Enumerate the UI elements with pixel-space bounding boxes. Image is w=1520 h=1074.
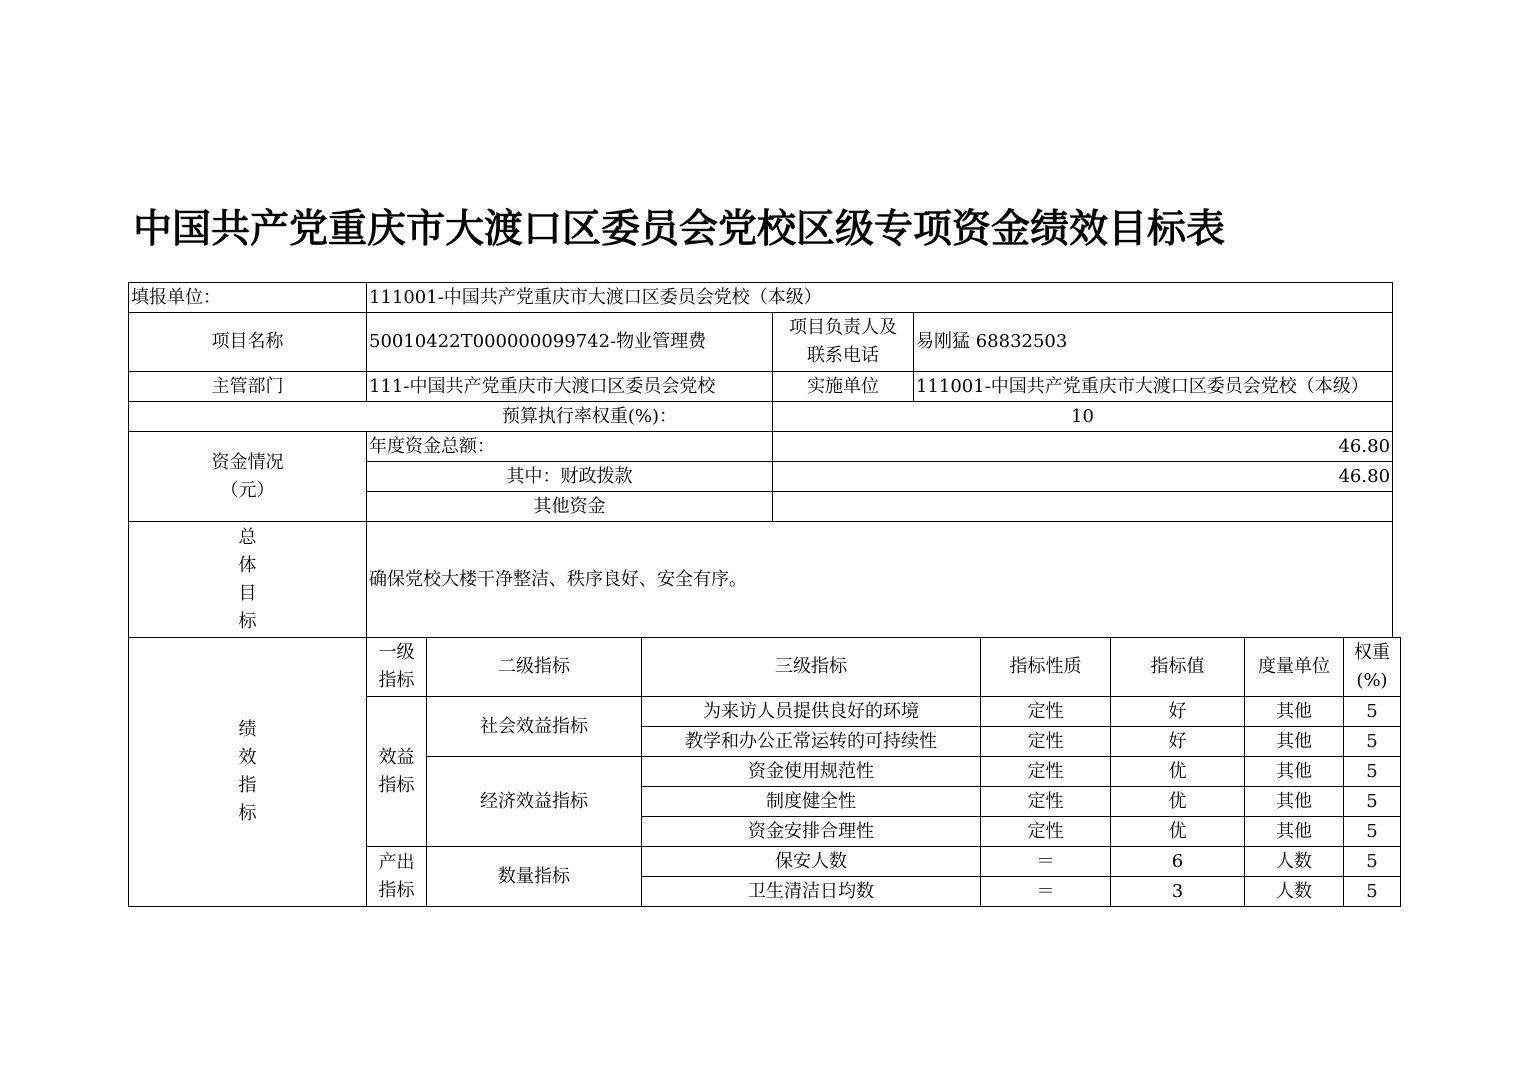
unit-cell: 人数	[1245, 847, 1344, 877]
header-level3: 三级指标	[642, 638, 981, 697]
weight-cell: 5	[1344, 757, 1401, 787]
value-cell: 优	[1111, 757, 1245, 787]
annual-total-value: 46.80	[773, 432, 1393, 462]
project-name-label: 项目名称	[129, 313, 367, 372]
dept-label: 主管部门	[129, 372, 367, 402]
weight-cell: 5	[1344, 727, 1401, 757]
performance-indicator-table	[128, 637, 1401, 907]
value-cell: 好	[1111, 697, 1245, 727]
header-unit: 度量单位	[1245, 638, 1344, 697]
nature-cell: ＝	[981, 847, 1111, 877]
level1-output: 产出 指标	[367, 847, 427, 907]
value-cell: 优	[1111, 817, 1245, 847]
level3-cell: 卫生清洁日均数	[642, 877, 981, 907]
weight-cell: 5	[1344, 877, 1401, 907]
unit-cell: 其他	[1245, 697, 1344, 727]
goal-value: 确保党校大楼干净整洁、秩序良好、安全有序。	[367, 522, 1393, 638]
impl-label: 实施单位	[773, 372, 914, 402]
nature-cell: 定性	[981, 727, 1111, 757]
level2-economic: 经济效益指标	[427, 757, 642, 847]
dept-value: 111-中国共产党重庆市大渡口区委员会党校	[367, 372, 773, 402]
unit-cell: 其他	[1245, 727, 1344, 757]
funds-label: 资金情况 （元）	[129, 432, 367, 522]
nature-cell: ＝	[981, 877, 1111, 907]
nature-cell: 定性	[981, 817, 1111, 847]
nature-cell: 定性	[981, 697, 1111, 727]
other-funds-label: 其他资金	[367, 492, 773, 522]
annual-total-label: 年度资金总额：	[367, 432, 773, 462]
project-name-value: 50010422T000000099742-物业管理费	[367, 313, 773, 372]
unit-cell: 其他	[1245, 787, 1344, 817]
level3-cell: 为来访人员提供良好的环境	[642, 697, 981, 727]
unit-cell: 其他	[1245, 817, 1344, 847]
weight-cell: 5	[1344, 787, 1401, 817]
level2-social: 社会效益指标	[427, 697, 642, 757]
goal-label: 总 体 目 标	[129, 522, 367, 638]
unit-value: 111001-中国共产党重庆市大渡口区委员会党校（本级）	[367, 283, 1393, 313]
document-title: 中国共产党重庆市大渡口区委员会党校区级专项资金绩效目标表	[133, 207, 1226, 252]
value-cell: 3	[1111, 877, 1245, 907]
header-weight: 权重 (%)	[1344, 638, 1401, 697]
perf-section-label: 绩 效 指 标	[129, 638, 367, 907]
weight-cell: 5	[1344, 847, 1401, 877]
unit-cell: 其他	[1245, 757, 1344, 787]
fiscal-value: 46.80	[773, 462, 1393, 492]
value-cell: 好	[1111, 727, 1245, 757]
level2-quantity: 数量指标	[427, 847, 642, 907]
header-level2: 二级指标	[427, 638, 642, 697]
header-nature: 指标性质	[981, 638, 1111, 697]
impl-value: 111001-中国共产党重庆市大渡口区委员会党校（本级）	[914, 372, 1393, 402]
other-funds-value	[773, 492, 1393, 522]
level3-cell: 资金使用规范性	[642, 757, 981, 787]
value-cell: 6	[1111, 847, 1245, 877]
project-info-table	[128, 282, 1393, 638]
level3-cell: 资金安排合理性	[642, 817, 981, 847]
nature-cell: 定性	[981, 757, 1111, 787]
unit-label: 填报单位：	[129, 283, 367, 313]
fiscal-label: 其中：财政拨款	[367, 462, 773, 492]
weight-cell: 5	[1344, 697, 1401, 727]
leader-label: 项目负责人及 联系电话	[773, 313, 914, 372]
level3-cell: 制度健全性	[642, 787, 981, 817]
leader-value: 易刚猛 68832503	[914, 313, 1393, 372]
value-cell: 优	[1111, 787, 1245, 817]
budget-weight-value: 10	[773, 402, 1393, 432]
level3-cell: 保安人数	[642, 847, 981, 877]
header-value: 指标值	[1111, 638, 1245, 697]
level1-benefit: 效益 指标	[367, 697, 427, 847]
header-level1: 一级 指标	[367, 638, 427, 697]
budget-weight-label: 预算执行率权重(%)：	[129, 402, 773, 432]
weight-cell: 5	[1344, 817, 1401, 847]
nature-cell: 定性	[981, 787, 1111, 817]
unit-cell: 人数	[1245, 877, 1344, 907]
level3-cell: 教学和办公正常运转的可持续性	[642, 727, 981, 757]
